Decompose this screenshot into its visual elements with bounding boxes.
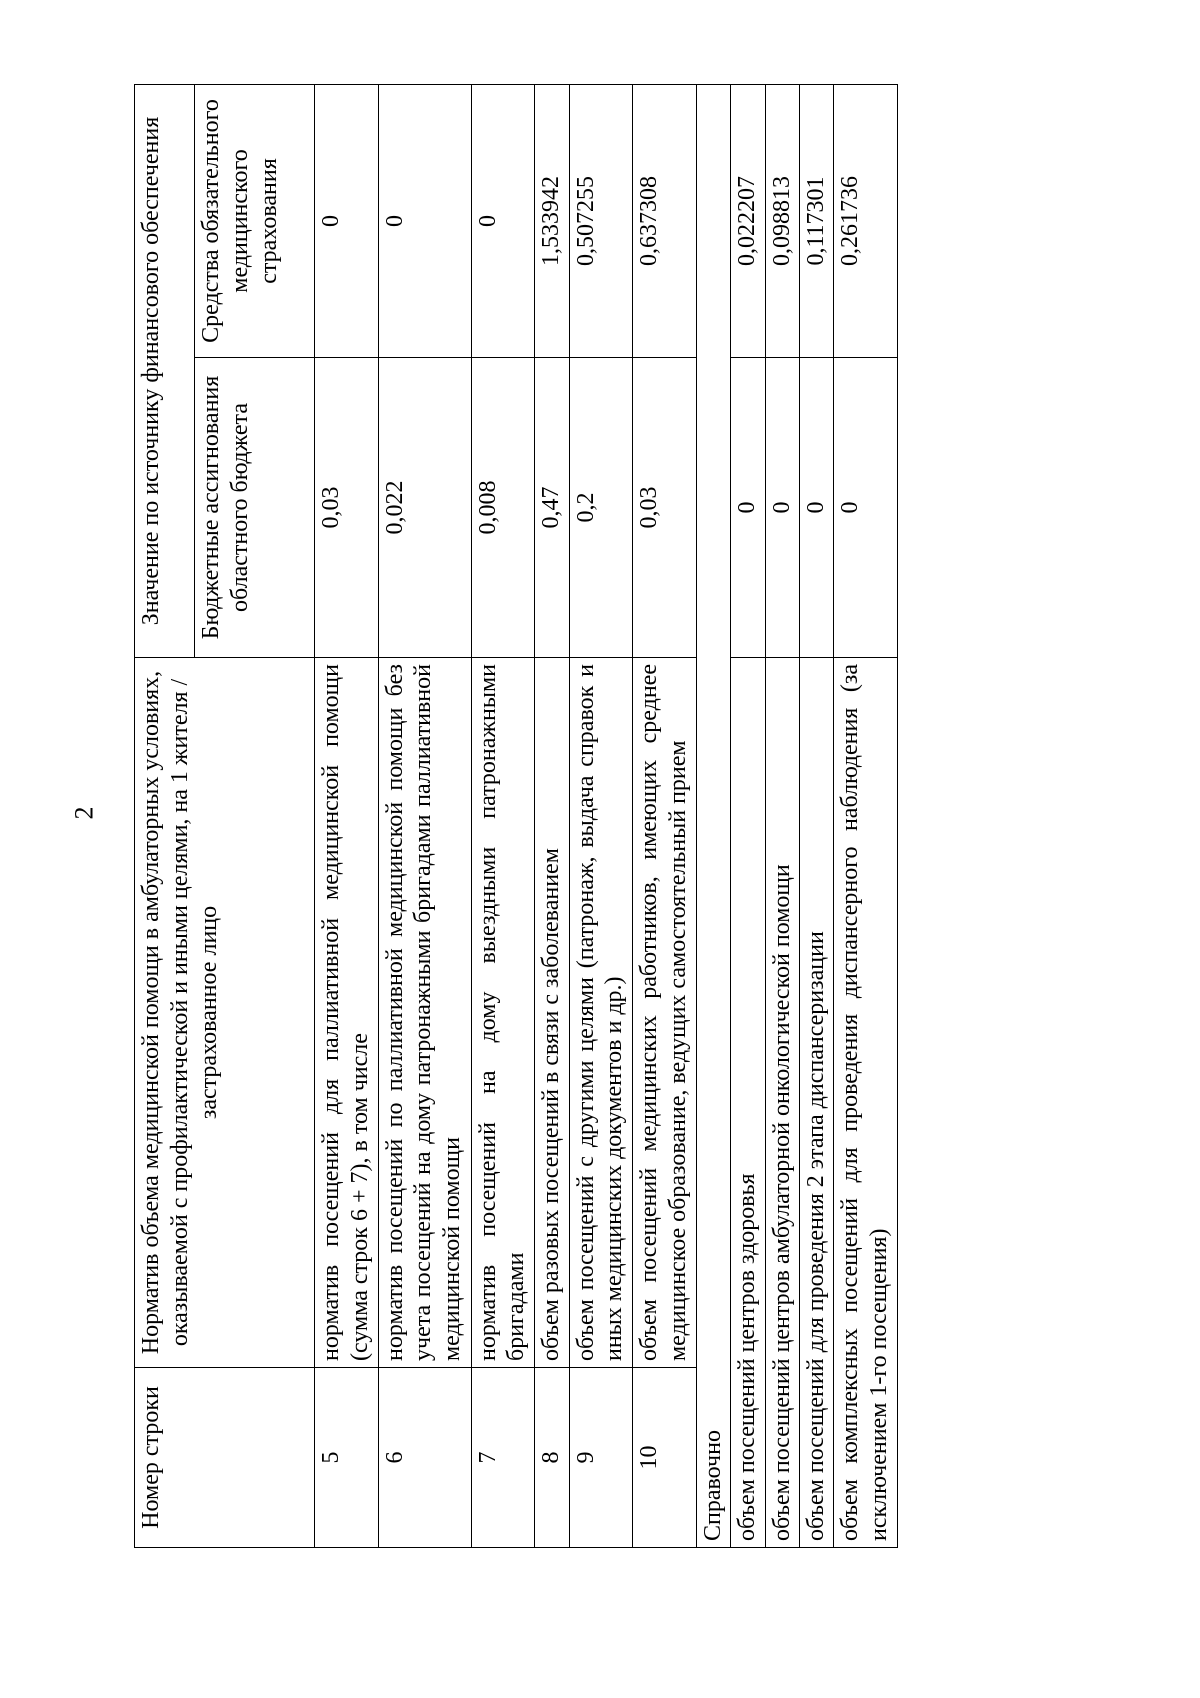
reference-title: Справочно xyxy=(696,84,730,1547)
header-budget: Бюджетные ассигнования областного бюджета xyxy=(195,358,315,658)
reference-description: объем посещений для проведения 2 этапа диспансеризации xyxy=(799,658,833,1548)
row-budget-value: 0,03 xyxy=(315,358,379,658)
row-number: 6 xyxy=(378,1368,471,1548)
row-oms-value: 1,533942 xyxy=(535,84,569,357)
row-description: норматив посещений для паллиативной медицинской помощи (сумма строк 6 + 7), в том числе xyxy=(315,658,379,1368)
row-oms-value: 0,637308 xyxy=(633,84,697,357)
row-description: объем посещений медицинских работников, имеющих среднее медицинское образование, ведущих самостоятельный прием xyxy=(633,658,697,1368)
header-oms: Средства обязательного медицинского страхования xyxy=(195,84,315,357)
table-row xyxy=(378,84,471,1547)
row-budget-value: 0,022 xyxy=(378,358,471,658)
reference-budget-value: 0 xyxy=(834,358,898,658)
reference-oms-value: 0,261736 xyxy=(834,84,898,357)
row-oms-value: 0 xyxy=(471,84,535,357)
row-oms-value: 0 xyxy=(378,84,471,357)
row-number: 9 xyxy=(569,1368,633,1548)
reference-budget-value: 0 xyxy=(731,358,765,658)
reference-budget-value: 0 xyxy=(765,358,799,658)
row-description: норматив посещений по паллиативной медицинской помощи без учета посещений на дому патронажными бригадами паллиативной медицинской помощи xyxy=(378,658,471,1368)
row-oms-value: 0,507255 xyxy=(569,84,633,357)
page-number: 2 xyxy=(69,806,99,820)
reference-oms-value: 0,117301 xyxy=(799,84,833,357)
row-budget-value: 0,03 xyxy=(633,358,697,658)
row-budget-value: 0,008 xyxy=(471,358,535,658)
header-row-number: Номер строки xyxy=(135,1368,315,1548)
reference-title-row xyxy=(696,84,730,1547)
header-indicator: Норматив объема медицинской помощи в амбулаторных условиях, оказываемой с профилактической и иными целями, на 1 жителя / застрахованное лицо xyxy=(135,658,315,1368)
table-row xyxy=(765,84,799,1547)
row-number: 10 xyxy=(633,1368,697,1548)
table-row xyxy=(471,84,535,1547)
reference-description: объем посещений центров здоровья xyxy=(731,658,765,1548)
row-budget-value: 0,47 xyxy=(535,358,569,658)
row-number: 5 xyxy=(315,1368,379,1548)
row-oms-value: 0 xyxy=(315,84,379,357)
reference-oms-value: 0,022207 xyxy=(731,84,765,357)
table-container xyxy=(134,85,898,1548)
table-row xyxy=(731,84,765,1547)
header-source-group: Значение по источнику финансового обеспечения xyxy=(135,84,195,657)
norm-table xyxy=(134,84,898,1548)
table-row xyxy=(535,84,569,1547)
reference-oms-value: 0,098813 xyxy=(765,84,799,357)
table-row xyxy=(569,84,633,1547)
table-row xyxy=(799,84,833,1547)
row-description: объем посещений с другими целями (патронаж, выдача справок и иных медицинских документов и др.) xyxy=(569,658,633,1368)
reference-description: объем посещений центров амбулаторной онкологической помощи xyxy=(765,658,799,1548)
table-row xyxy=(315,84,379,1547)
row-description: объем разовых посещений в связи с заболеванием xyxy=(535,658,569,1368)
table-row xyxy=(834,84,898,1547)
reference-budget-value: 0 xyxy=(799,358,833,658)
row-budget-value: 0,2 xyxy=(569,358,633,658)
reference-description: объем комплексных посещений для проведения диспансерного наблюдения (за исключением 1-го посещения) xyxy=(834,658,898,1548)
row-number: 8 xyxy=(535,1368,569,1548)
table-row xyxy=(633,84,697,1547)
row-number: 7 xyxy=(471,1368,535,1548)
row-description: норматив посещений на дому выездными патронажными бригадами xyxy=(471,658,535,1368)
